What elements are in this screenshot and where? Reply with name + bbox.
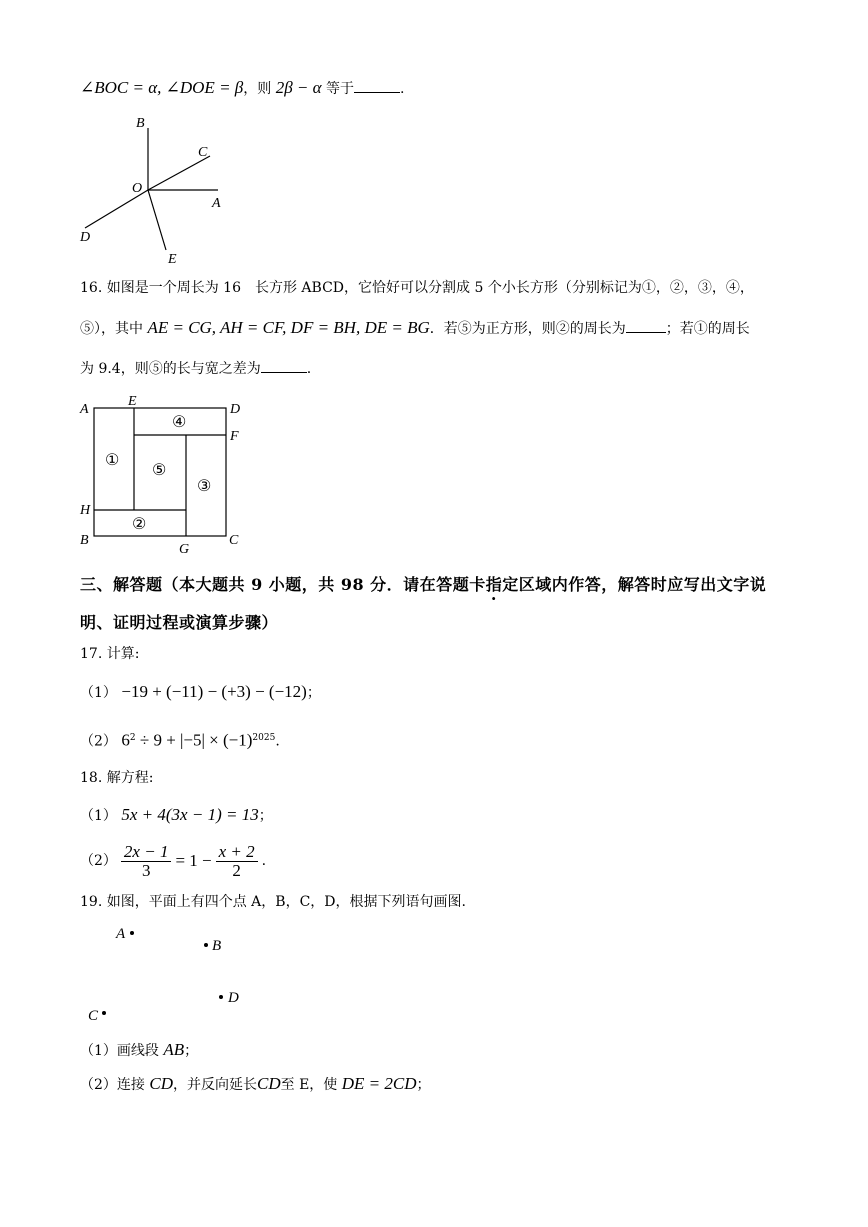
q18-fraction-2 — [216, 843, 258, 880]
q15-expression: 2β − α — [275, 78, 322, 97]
label-o: O — [132, 181, 143, 196]
q18-part-2 — [80, 840, 266, 882]
q17-p2-label: （2） — [80, 733, 117, 750]
label-h: H — [80, 503, 91, 518]
q17-part-2 — [80, 728, 280, 752]
q18-title: 18. 解方程: — [80, 770, 154, 786]
label-a: A — [80, 402, 89, 417]
q18-equals-one-minus: = 1 − — [175, 851, 212, 870]
q17-p2-exponent-1: 2 — [129, 733, 136, 743]
q19-p2-cd: CD — [149, 1074, 173, 1093]
label-f: F — [230, 429, 239, 444]
q18-part-1 — [80, 805, 273, 826]
q19-p2-mid2: 至 E，使 — [280, 1077, 338, 1093]
q19-part-2 — [80, 1074, 431, 1095]
q19-p2-mid: ，并反向延长 — [173, 1077, 257, 1093]
region-3-label: ③ — [197, 478, 212, 495]
label-a: A — [212, 196, 221, 211]
label-g: G — [179, 542, 190, 557]
q19-p1-end: ； — [184, 1043, 199, 1059]
q16-line-1: 16. 如图是一个周长为 16 长方形 ABCD，它恰好可以分割成 5 个小长方形（分别标记为①，②，③，④， — [80, 280, 754, 296]
q18-p1-label: （1） — [80, 808, 117, 824]
point-b — [204, 943, 208, 947]
q15-condition-line — [80, 78, 405, 99]
q16-line-2 — [80, 318, 750, 339]
q19-p2-de-equation: DE = 2CD — [341, 1074, 417, 1093]
q15-end: . — [400, 81, 405, 97]
label-d: D — [80, 230, 91, 245]
point-label-d: D — [228, 990, 239, 1006]
q17-p1-label: （1） — [80, 685, 117, 701]
q16-line2-post: ．若⑤为正方形，则②的周长为 — [429, 321, 626, 337]
q16-rectangle-figure — [74, 392, 264, 562]
label-e: E — [128, 394, 137, 409]
point-d — [219, 995, 223, 999]
q18-frac1-denominator: 3 — [141, 860, 151, 880]
point-label-a: A — [116, 926, 126, 942]
region-5-label: ⑤ — [152, 462, 167, 479]
section3-heading-line2: 明、证明过程或演算步骤） — [80, 613, 279, 632]
q17-p1-expression: −19 + (−11) − (+3) − (−12) — [121, 682, 307, 701]
q17-part-1 — [80, 682, 321, 703]
q18-frac2-denominator: 2 — [232, 860, 241, 880]
q16-answer-blank-1[interactable] — [626, 320, 666, 333]
point-label-b: B — [212, 938, 222, 954]
label-b: B — [136, 116, 145, 131]
q18-p2-label: （2） — [80, 853, 117, 869]
q17-title: 17. 计算: — [80, 646, 140, 662]
q17-p2-expression: ÷ 9 + |−5| × (−1) — [135, 730, 253, 750]
q19-p2-label: （2）连接 — [80, 1077, 145, 1093]
q17-p1-end: ； — [306, 685, 321, 701]
q15-angle-figure — [70, 110, 250, 270]
q15-answer-blank[interactable] — [354, 80, 400, 93]
q17-p2-exponent-2: 2025 — [252, 733, 276, 743]
label-e: E — [168, 252, 177, 267]
q16-line2-tail: ；若①的周长 — [665, 321, 750, 337]
q16-line-3 — [80, 359, 311, 379]
section3-emphasis: 答题卡指定区域 · — [436, 575, 552, 594]
q16-line2-pre: ⑤），其中 — [80, 321, 143, 337]
q15-angle-condition: ∠BOC = α, ∠DOE = β — [80, 78, 244, 97]
section3-line1-pre: 三、解答题（本大题共 9 小题，共 98 分．请在 — [80, 575, 437, 594]
q19-part-1 — [80, 1040, 198, 1061]
q19-points-figure — [80, 920, 280, 1030]
point-a — [130, 931, 134, 935]
q18-p1-equation: 5x + 4(3x − 1) = 13 — [121, 805, 259, 824]
section3-heading-line1 — [80, 572, 766, 595]
region-2-label: ② — [132, 516, 147, 533]
q15-text-tail: ，则 — [243, 81, 272, 97]
label-c: C — [229, 533, 239, 548]
q16-conditions: AE = CG, AH = CF, DF = BH, DE = BG — [147, 318, 430, 337]
q16-answer-blank-2[interactable] — [261, 360, 307, 373]
q19-p1-label: （1）画线段 — [80, 1043, 159, 1059]
label-c: C — [198, 145, 208, 160]
region-4-label: ④ — [172, 414, 187, 431]
label-b: B — [80, 533, 89, 548]
label-d: D — [230, 402, 241, 417]
q19-p1-segment: AB — [163, 1040, 185, 1059]
point-c — [102, 1011, 106, 1015]
q18-frac1-numerator: 2x − 1 — [121, 843, 172, 862]
q16-line3-post: . — [306, 361, 312, 377]
q18-frac2-numerator: x + 2 — [216, 843, 258, 862]
q19-p2-end: ； — [416, 1077, 431, 1093]
ray-oe — [148, 190, 166, 250]
q15-equals-text: 等于 — [326, 81, 355, 97]
q19-p2-cd-2: CD — [257, 1074, 281, 1093]
q18-p1-end: ； — [258, 808, 273, 824]
q17-p2-base: 6 — [121, 730, 130, 750]
ray-oc — [148, 156, 210, 190]
q18-fraction-1 — [121, 843, 172, 880]
q16-line3-pre: 为 9.4，则⑤的长与宽之差为 — [80, 361, 261, 377]
region-1-label: ① — [105, 452, 120, 469]
q19-title: 19. 如图，平面上有四个点 A，B，C，D，根据下列语句画图. — [80, 894, 466, 910]
q18-p2-end: . — [261, 853, 267, 869]
point-label-c: C — [88, 1008, 99, 1024]
q17-p2-end: . — [275, 733, 280, 750]
section3-line1-post: 内作答，解答时应写出文字说 — [551, 575, 767, 594]
